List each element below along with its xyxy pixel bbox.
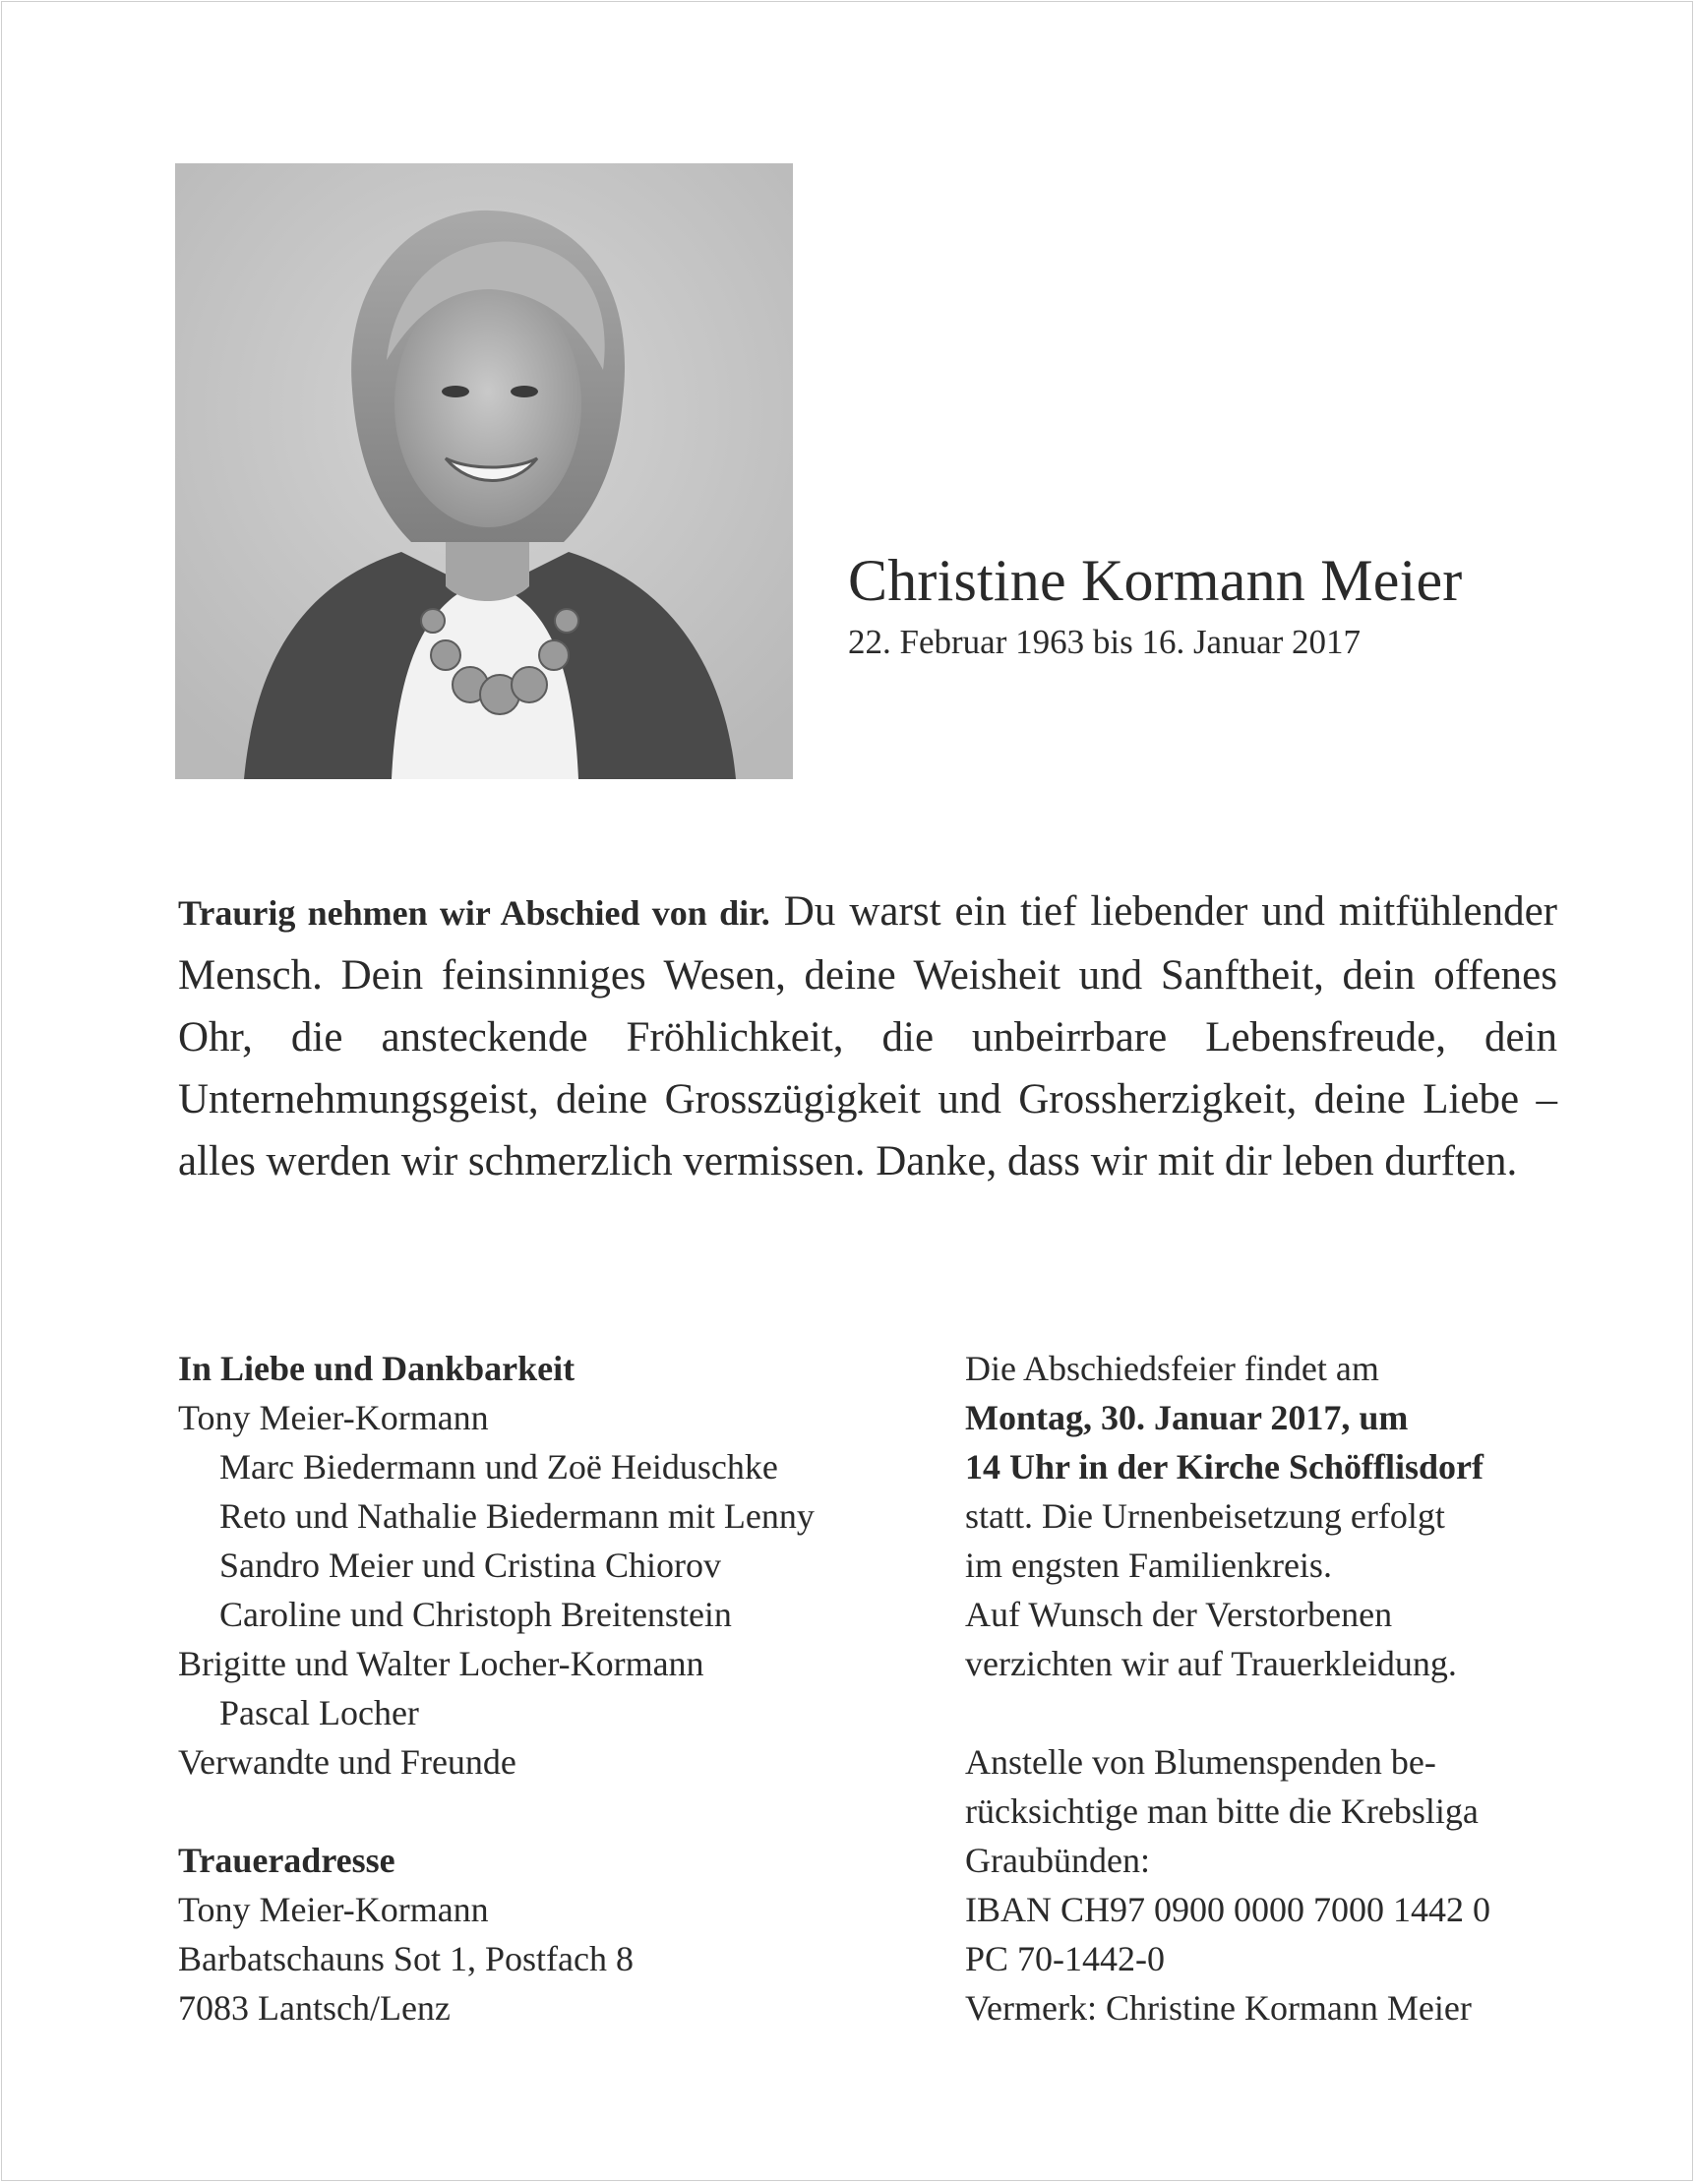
- right-column: [965, 1344, 1595, 2032]
- ceremony-line: im engsten Familienkreis.: [965, 1546, 1332, 1585]
- name-block: [848, 543, 1462, 665]
- spacer: [178, 1787, 926, 1836]
- donation-line: Anstelle von Blumenspenden be-: [965, 1742, 1436, 1782]
- ceremony-line: statt. Die Urnenbeisetzung erfolgt: [965, 1496, 1445, 1536]
- address-line: Barbatschauns Sot 1, Postfach 8: [178, 1939, 634, 1978]
- ceremony-date: Montag, 30. Januar 2017, um: [965, 1398, 1409, 1437]
- mourner-line: Pascal Locher: [219, 1693, 419, 1732]
- farewell-text: [178, 880, 1557, 1192]
- portrait-photo: [175, 163, 793, 779]
- ceremony-intro: Die Abschiedsfeier findet am: [965, 1349, 1379, 1388]
- donation-note: Vermerk: Christine Kormann Meier: [965, 1988, 1472, 2028]
- address-line: 7083 Lantsch/Lenz: [178, 1988, 451, 2028]
- mourner-line: Sandro Meier und Cristina Chiorov: [219, 1546, 721, 1585]
- mourner-line: Brigitte und Walter Locher-Kormann: [178, 1644, 704, 1683]
- donation-line: Graubünden:: [965, 1841, 1150, 1880]
- life-dates: 22. Februar 1963 bis 16. Januar 2017: [848, 623, 1362, 661]
- left-column: [178, 1344, 926, 2032]
- donation-iban: IBAN CH97 0900 0000 7000 1442 0: [965, 1890, 1491, 1929]
- mourner-line: Verwandte und Freunde: [178, 1742, 516, 1782]
- ceremony-place: 14 Uhr in der Kirche Schöfflisdorf: [965, 1447, 1484, 1486]
- farewell-text-bold: Traurig nehmen wir Abschied von dir.: [178, 893, 770, 933]
- deceased-name: Christine Kormann Meier: [848, 548, 1463, 613]
- address-heading: Traueradresse: [178, 1841, 395, 1880]
- ceremony-line: Auf Wunsch der Verstorbenen: [965, 1595, 1393, 1634]
- spacer: [965, 1688, 1595, 1737]
- farewell-text-body: Du warst ein tief liebender und mitfühlender Mensch. Dein feinsinniges Wesen, deine Weisheit und Sanftheit, dein offenes Ohr, die ansteckende Fröhlichkeit, die unbeirrbare Lebensfreude, dein Unternehmungsgeist, deine Grosszügigkeit und Grossherzigkeit, deine Liebe – alles werden wir schmerzlich vermissen. Danke, dass wir mit dir leben durften.: [178, 888, 1558, 1184]
- mourner-line: Marc Biedermann und Zoë Heiduschke: [219, 1447, 778, 1486]
- mourner-line: Reto und Nathalie Biedermann mit Lenny: [219, 1496, 815, 1536]
- mourners-heading: In Liebe und Dankbarkeit: [178, 1349, 575, 1388]
- mourner-line: Tony Meier-Kormann: [178, 1398, 489, 1437]
- donation-line: rücksichtige man bitte die Krebsliga: [965, 1791, 1479, 1831]
- portrait-illustration: [175, 163, 793, 779]
- address-line: Tony Meier-Kormann: [178, 1890, 489, 1929]
- ceremony-line: verzichten wir auf Trauerkleidung.: [965, 1644, 1457, 1683]
- donation-pc: PC 70-1442-0: [965, 1939, 1166, 1978]
- mourner-line: Caroline und Christoph Breitenstein: [219, 1595, 732, 1634]
